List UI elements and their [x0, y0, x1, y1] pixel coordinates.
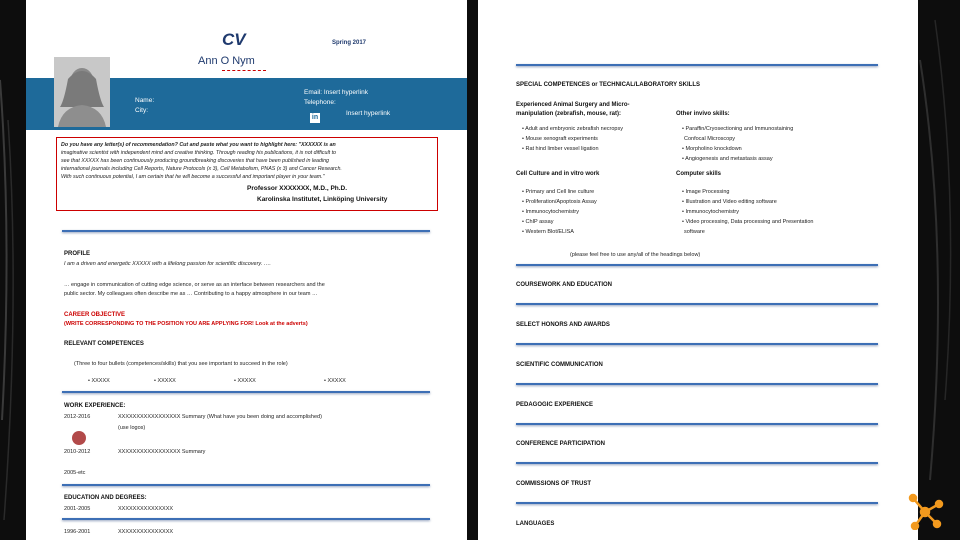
section-heading: PEDAGOGIC EXPERIENCE [516, 402, 594, 408]
work-heading: WORK EXPERIENCE: [64, 403, 126, 409]
skill-item: • Morpholino knockdown [682, 146, 742, 152]
institution-logo-icon [72, 431, 86, 445]
section-rule [62, 230, 430, 232]
section-rule [62, 391, 430, 393]
animal-heading: Experienced Animal Surgery and Micro- [516, 102, 630, 108]
section-rule [62, 518, 430, 520]
work-desc: (use logos) [118, 425, 146, 431]
section-heading: COMMISSIONS OF TRUST [516, 481, 591, 487]
section-rule [516, 462, 878, 464]
skill-item: • ChIP assay [522, 219, 554, 225]
linkedin-link[interactable]: Insert hyperlink [346, 110, 391, 117]
work-desc: XXXXXXXXXXXXXXXXX Summary (What have you been doing and accomplished) [118, 414, 322, 420]
profile-text: public sector. My colleagues often describe me as … Contributing to a happy atmosphere in our team … [64, 291, 318, 297]
work-years: 2005-etc [64, 470, 86, 476]
spellcheck-underline [222, 68, 266, 71]
telephone-label: Telephone: [304, 99, 336, 106]
linkedin-icon[interactable]: in [311, 114, 319, 121]
section-rule [62, 484, 430, 486]
network-nodes-icon [905, 490, 945, 530]
profile-photo-placeholder-icon [54, 57, 110, 127]
section-heading: CONFERENCE PARTICIPATION [516, 441, 606, 447]
career-text: (WRITE CORRESPONDING TO THE POSITION YOU ARE APPLYING FOR! Look at the adverts) [64, 321, 308, 327]
other-skills-heading: Other invivo skills: [676, 111, 730, 117]
quote-line: With such continuous potential, I am certain that he will become a successful and important player in your team." [61, 174, 325, 180]
skill-item: • Rat hind limber vessel ligation [522, 146, 599, 152]
skill-item: software [684, 229, 705, 235]
skill-item: • Illustration and Video editing software [682, 199, 777, 205]
skill-item: • Paraffin/Cryosectioning and Immunostaining [682, 126, 794, 132]
animal-heading: manipulation (zebrafish, mouse, rat): [516, 111, 622, 117]
skill-item: • Image Processing [682, 189, 730, 195]
profile-heading: PROFILE [64, 251, 91, 257]
section-rule [516, 303, 878, 305]
skill-item: • Primary and Cell line culture [522, 189, 595, 195]
quote-line: Do you have any letter(s) of recommendation? Cut and paste what you want to highlight here: "XXXXXX is an [61, 142, 336, 148]
skill-item: Confocal Microscopy [684, 136, 736, 142]
headings-note: (please feel free to use any/all of the headings below) [570, 252, 701, 258]
bullet-item: • XXXXX [324, 378, 346, 384]
section-rule [516, 502, 878, 504]
cv-page-2 [478, 0, 918, 540]
bullet-item: • XXXXX [234, 378, 256, 384]
section-rule [516, 423, 878, 425]
section-rule [516, 64, 878, 66]
recommendation-box [56, 137, 438, 211]
recommender-name: Professor XXXXXXX, M.D., Ph.D. [247, 185, 348, 192]
cv-date: Spring 2017 [332, 40, 367, 46]
cell-culture-heading: Cell Culture and in vitro work [516, 171, 600, 177]
skill-item: • Mouse xenograft experiments [522, 136, 598, 142]
section-heading: SELECT HONORS AND AWARDS [516, 322, 610, 328]
section-rule [516, 383, 878, 385]
cv-title: CV [222, 30, 246, 49]
quote-line: international journals including Cell Reports, Nature Protocols (x 3), Cell Metabolism, PNAS (x 3) and Cancer Research. [61, 166, 342, 172]
competences-intro: (Three to four bullets (competences/skills) that you see important to succeed in the role) [74, 361, 288, 367]
cv-page-1 [26, 0, 467, 540]
career-heading: CAREER OBJECTIVE [64, 312, 126, 318]
education-desc: XXXXXXXXXXXXXXX [118, 529, 174, 535]
skill-item: • Angiogenesis and metastasis assay [682, 156, 773, 162]
education-desc: XXXXXXXXXXXXXXX [118, 506, 174, 512]
skill-item: • Immunocytochemistry [522, 209, 579, 215]
section-heading: LANGUAGES [516, 521, 555, 527]
skill-item: • Western Blot/ELISA [522, 229, 574, 235]
work-desc: XXXXXXXXXXXXXXXXX Summary [118, 449, 206, 455]
city-label: City: [135, 107, 148, 114]
education-years: 1996-2001 [64, 529, 91, 535]
cv-name: Ann O Nym [198, 55, 255, 67]
profile-text: … engage in communication of cutting edge science, or serve as an interface between researchers and the [64, 282, 325, 288]
skill-item: • Proliferation/Apoptosis Assay [522, 199, 597, 205]
work-years: 2010-2012 [64, 449, 91, 455]
section-rule [516, 264, 878, 266]
section-rule [516, 343, 878, 345]
quote-line: see that XXXXX has been continuously producing groundbreaking discoveries that have been published in leading [61, 158, 329, 164]
computer-skills-heading: Computer skills [676, 171, 722, 177]
bullet-item: • XXXXX [88, 378, 110, 384]
skill-item: • Video processing, Data processing and Presentation [682, 219, 814, 225]
section-heading: SCIENTIFIC COMMUNICATION [516, 362, 603, 368]
name-label: Name: [135, 97, 155, 104]
competences-heading: RELEVANT COMPETENCES [64, 341, 144, 347]
work-years: 2012-2016 [64, 414, 91, 420]
email-link[interactable]: Email: Insert hyperlink [304, 89, 368, 96]
special-competences-heading: SPECIAL COMPETENCES or TECHNICAL/LABORATORY SKILLS [516, 82, 701, 88]
education-years: 2001-2005 [64, 506, 91, 512]
skill-item: • Immunocytochemistry [682, 209, 739, 215]
recommender-institution: Karolinska Institutet, Linköping University [257, 196, 388, 203]
education-heading: EDUCATION AND DEGREES: [64, 495, 147, 501]
skill-item: • Adult and embryonic zebrafish necropsy [522, 126, 623, 132]
section-heading: COURSEWORK AND EDUCATION [516, 282, 612, 288]
bullet-item: • XXXXX [154, 378, 176, 384]
profile-text: I am a driven and energetic XXXXX with a lifelong passion for scientific discovery. …. [64, 261, 271, 267]
quote-line: imaginative scientist with independent mind and creative thinking. Through reading his publications, it is not difficult to [61, 150, 337, 156]
